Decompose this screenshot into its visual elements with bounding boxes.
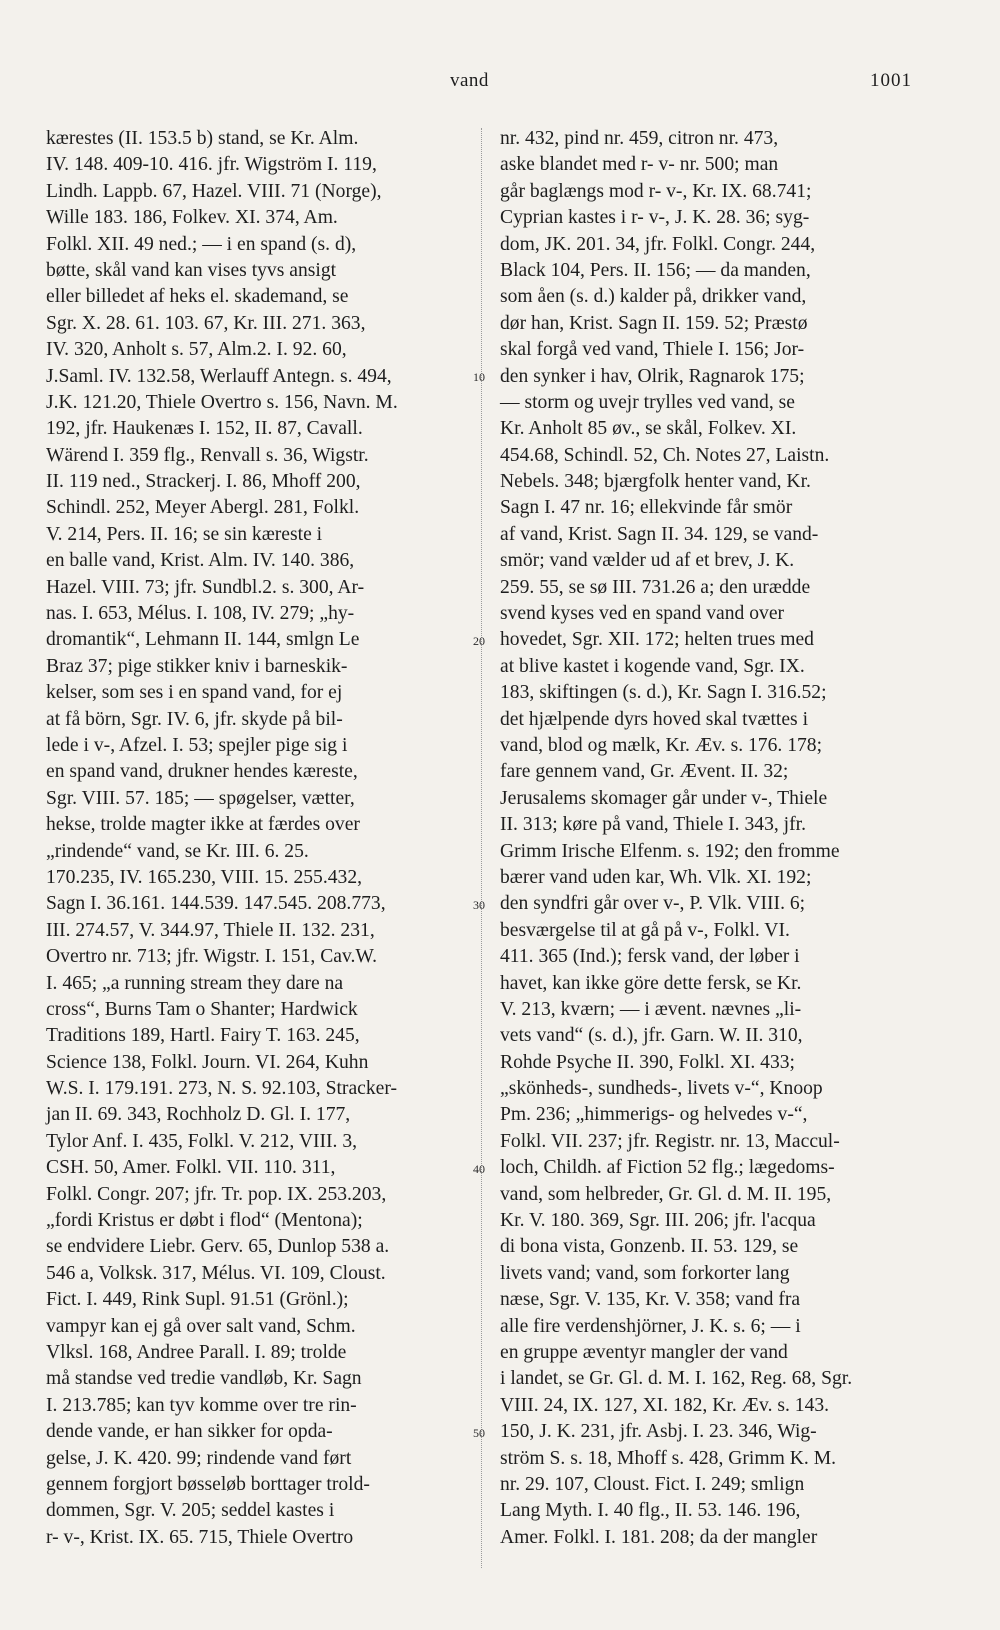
text-line: den synker i hav, Olrik, Ragnarok 175; [500,365,805,387]
text-line: J.K. 121.20, Thiele Overtro s. 156, Navn. M. [46,391,398,413]
text-line: IV. 148. 409-10. 416. jfr. Wigström I. 119, [46,154,377,176]
page-number: 1001 [870,70,912,91]
text-line: VIII. 24, IX. 127, XI. 182, Kr. Æv. s. 143. [500,1394,830,1416]
text-line: 259. 55, se sø III. 731.26 a; den urædde [500,576,811,598]
line-number-marker: 50 [473,1425,485,1440]
text-line: dør han, Krist. Sagn II. 159. 52; Præstø [500,312,808,334]
page-header [0,70,1000,100]
text-line: nas. I. 653, Mélus. I. 108, IV. 279; „hy- [46,603,355,625]
text-line: gelse, J. K. 420. 99; rindende vand ført [46,1447,352,1469]
text-line: kærestes (II. 153.5 b) stand, se Kr. Alm. [46,128,359,149]
text-line: det hjælpende dyrs hoved skal tvættes i [500,708,809,730]
text-line: hovedet, Sgr. XII. 172; helten trues med [500,629,814,651]
line-number-marker: 20 [473,633,485,648]
text-line: I. 213.785; kan tyv komme over tre rin- [46,1394,357,1416]
text-line: af vand, Krist. Sagn II. 34. 129, se vand- [500,523,819,545]
text-line: IV. 320, Anholt s. 57, Alm.2. I. 92. 60, [46,339,347,361]
line-number-marker: 10 [473,369,485,384]
text-line: Folkl. VII. 237; jfr. Registr. nr. 13, Maccul- [500,1130,840,1152]
text-line: Braz 37; pige stikker kniv i barneskik- [46,655,348,677]
text-line: Grimm Irische Elfenm. s. 192; den fromme [500,840,840,862]
text-line: alle fire verdenshjörner, J. K. s. 6; — i [500,1315,801,1337]
text-line: Rohde Psyche II. 390, Folkl. XI. 433; [500,1051,795,1073]
text-line: kelser, som ses i en spand vand, for ej [46,682,343,704]
text-line: Wärend I. 359 flg., Renvall s. 36, Wigstr. [46,444,369,466]
text-line: dende vande, er han sikker for opda- [46,1421,333,1443]
text-line: V. 213, kværn; — i ævent. nævnes „li- [500,998,802,1020]
text-line: Tylor Anf. I. 435, Folkl. V. 212, VIII. 3, [46,1130,358,1152]
text-line: Lindh. Lappb. 67, Hazel. VIII. 71 (Norge), [46,180,382,202]
text-line: fare gennem vand, Gr. Ævent. II. 32; [500,761,789,783]
text-line: Black 104, Pers. II. 156; — da manden, [500,259,811,281]
left-column [46,126,476,1551]
text-line: 546 a, Volksk. 317, Mélus. VI. 109, Cloust. [46,1262,386,1284]
text-line: 454.68, Schindl. 52, Ch. Notes 27, Laistn. [500,444,830,466]
text-line: Sagn I. 36.161. 144.539. 147.545. 208.773, [46,893,386,915]
text-line: Wille 183. 186, Folkev. XI. 374, Am. [46,207,338,229]
text-line: at blive kastet i kogende vand, Sgr. IX. [500,655,805,677]
text-line: 192, jfr. Haukenæs I. 152, II. 87, Cavall. [46,418,363,440]
text-line: 411. 365 (Ind.); fersk vand, der løber i [500,946,800,968]
text-line: Fict. I. 449, Rink Supl. 91.51 (Grönl.); [46,1289,349,1311]
text-line: „skönheds-, sundheds-, livets v-“, Knoop [500,1078,823,1100]
text-line: havet, kan ikke göre dette fersk, se Kr. [500,972,802,994]
text-line: Sagn I. 47 nr. 16; ellekvinde får smör [500,497,793,519]
text-line: gennem forgjort bøsseløb borttager trold- [46,1473,370,1495]
text-line: Pm. 236; „himmerigs- og helvedes v-“, [500,1104,808,1126]
text-line: som åen (s. d.) kalder på, drikker vand, [500,286,807,308]
text-line: livets vand; vand, som forkorter lang [500,1262,790,1284]
text-line: 150, J. K. 231, jfr. Asbj. I. 23. 346, Wig- [500,1421,817,1443]
text-line: Jerusalems skomager går under v-, Thiele [500,787,828,809]
text-line: nr. 432, pind nr. 459, citron nr. 473, [500,128,779,149]
text-line: II. 119 ned., Strackerj. I. 86, Mhoff 200, [46,471,361,493]
text-line: CSH. 50, Amer. Folkl. VII. 110. 311, [46,1157,336,1179]
text-line: Overtro nr. 713; jfr. Wigstr. I. 151, Cav.W. [46,946,378,968]
text-line: 170.235, IV. 165.230, VIII. 15. 255.432, [46,866,363,888]
text-line: en balle vand, Krist. Alm. IV. 140. 386, [46,550,355,572]
text-line: dom, JK. 201. 34, jfr. Folkl. Congr. 244, [500,233,816,255]
text-line: hekse, trolde magter ikke at færdes over [46,814,360,836]
text-line: „fordi Kristus er døbt i flod“ (Mentona); [46,1210,363,1232]
right-column [500,126,940,1551]
text-line: jan II. 69. 343, Rochholz D. Gl. I. 177, [46,1104,351,1126]
text-line: i landet, se Gr. Gl. d. M. I. 162, Reg. 68, Sgr. [500,1368,853,1390]
text-line: III. 274.57, V. 344.97, Thiele II. 132. 231, [46,919,375,941]
text-line: Sgr. VIII. 57. 185; — spøgelser, vætter, [46,787,355,809]
line-number-marker: 30 [473,897,485,912]
text-line: bøtte, skål vand kan vises tyvs ansigt [46,259,337,281]
text-line: nr. 29. 107, Cloust. Fict. I. 249; smlign [500,1473,805,1495]
text-line: r- v-, Krist. IX. 65. 715, Thiele Overtro [46,1526,354,1548]
text-line: V. 214, Pers. II. 16; se sin kæreste i [46,523,323,545]
text-line: at få börn, Sgr. IV. 6, jfr. skyde på bil- [46,708,343,730]
text-line: besværgelse til at gå på v-, Folkl. VI. [500,919,790,941]
text-line: Kr. Anholt 85 øv., se skål, Folkev. XI. [500,418,797,440]
text-line: Science 138, Folkl. Journ. VI. 264, Kuhn [46,1051,369,1073]
text-line: vets vand“ (s. d.), jfr. Garn. W. II. 310, [500,1025,803,1047]
running-head: vand [450,70,489,91]
text-line: svend kyses ved en spand vand over [500,603,785,625]
text-line: vampyr kan ej gå over salt vand, Schm. [46,1315,356,1337]
text-line: Folkl. XII. 49 ned.; — i en spand (s. d), [46,233,357,255]
text-line: se endvidere Liebr. Gerv. 65, Dunlop 538 a. [46,1236,390,1258]
text-line: „rindende“ vand, se Kr. III. 6. 25. [46,840,309,862]
text-line: aske blandet med r- v- nr. 500; man [500,154,779,176]
text-line: Hazel. VIII. 73; jfr. Sundbl.2. s. 300, Ar- [46,576,365,598]
text-line: di bona vista, Gonzenb. II. 53. 129, se [500,1236,799,1258]
text-line: bærer vand uden kar, Wh. Vlk. XI. 192; [500,866,812,888]
text-line: går baglængs mod r- v-, Kr. IX. 68.741; [500,180,812,202]
text-line: Folkl. Congr. 207; jfr. Tr. pop. IX. 253.203, [46,1183,387,1205]
text-line: Schindl. 252, Meyer Abergl. 281, Folkl. [46,497,360,519]
text-line: II. 313; køre på vand, Thiele I. 343, jfr. [500,814,806,836]
text-line: lede i v-, Afzel. I. 53; spejler pige sig i [46,734,348,756]
text-line: må standse ved tredie vandløb, Kr. Sagn [46,1368,362,1390]
text-line: en gruppe æventyr mangler der vand [500,1341,788,1363]
text-line: skal forgå ved vand, Thiele I. 156; Jor- [500,339,805,361]
text-line: vand, blod og mælk, Kr. Æv. s. 176. 178; [500,734,823,756]
text-line: — storm og uvejr trylles ved vand, se [500,391,795,413]
line-number-marker: 40 [473,1161,485,1176]
text-line: eller billedet af heks el. skademand, se [46,286,349,308]
text-line: vand, som helbreder, Gr. Gl. d. M. II. 195, [500,1183,832,1205]
text-line: Nebels. 348; bjærgfolk henter vand, Kr. [500,471,811,493]
text-line: dromantik“, Lehmann II. 144, smlgn Le [46,629,360,651]
text-line: Traditions 189, Hartl. Fairy T. 163. 245, [46,1025,360,1047]
text-line: ström S. s. 18, Mhoff s. 428, Grimm K. M. [500,1447,837,1469]
text-line: 183, skiftingen (s. d.), Kr. Sagn I. 316.52; [500,682,827,704]
text-line: Lang Myth. I. 40 flg., II. 53. 146. 196, [500,1500,801,1522]
text-line: en spand vand, drukner hendes kæreste, [46,761,358,783]
text-line: dommen, Sgr. V. 205; seddel kastes i [46,1500,335,1522]
text-line: loch, Childh. af Fiction 52 flg.; lægedoms- [500,1157,835,1179]
text-line: næse, Sgr. V. 135, Kr. V. 358; vand fra [500,1289,801,1311]
text-line: Sgr. X. 28. 61. 103. 67, Kr. III. 271. 363, [46,312,366,334]
text-line: den syndfri går over v-, P. Vlk. VIII. 6; [500,893,806,915]
column-divider [481,128,483,1568]
text-line: Kr. V. 180. 369, Sgr. III. 206; jfr. l'acqua [500,1210,816,1232]
text-line: Cyprian kastes i r- v-, J. K. 28. 36; syg- [500,207,810,229]
text-line: Amer. Folkl. I. 181. 208; da der mangler [500,1526,818,1548]
text-line: J.Saml. IV. 132.58, Werlauff Antegn. s. 494, [46,365,392,387]
text-line: I. 465; „a running stream they dare na [46,972,344,994]
text-line: Vlksl. 168, Andree Parall. I. 89; trolde [46,1341,347,1363]
text-line: cross“, Burns Tam o Shanter; Hardwick [46,998,358,1020]
text-line: W.S. I. 179.191. 273, N. S. 92.103, Stracker- [46,1078,398,1100]
text-line: smör; vand vælder ud af et brev, J. K. [500,550,795,572]
